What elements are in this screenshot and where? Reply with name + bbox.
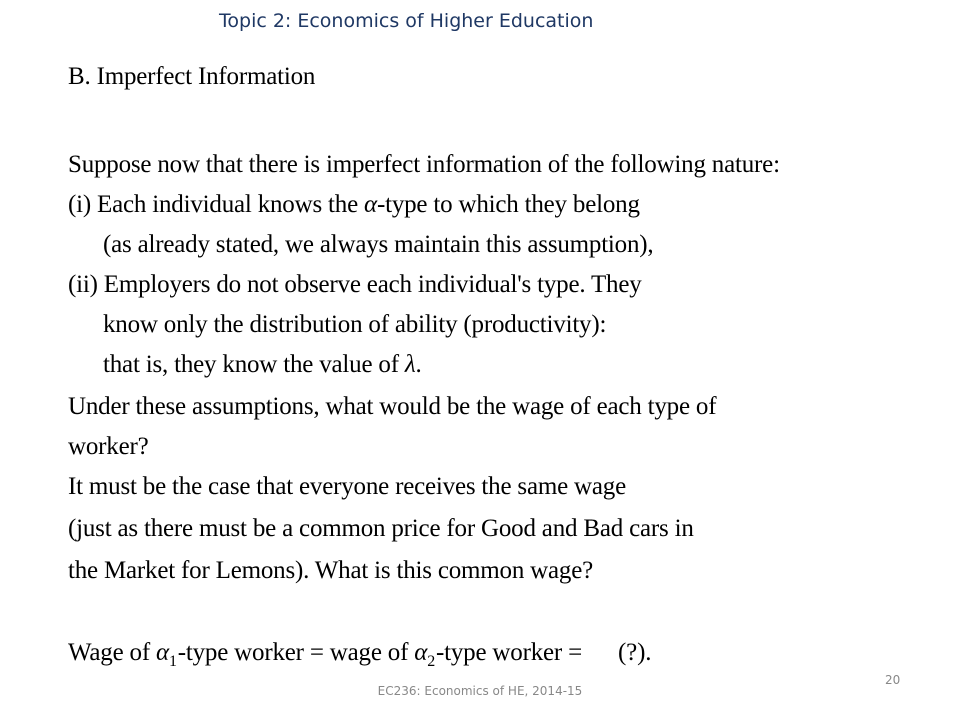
wage-equation — [68, 638, 651, 671]
item-2-line-2: know only the distribution of ability (productivity): — [103, 311, 607, 338]
page-number: 20 — [885, 673, 901, 687]
answer-line-2: (just as there must be a common price for Good and Bad cars in — [68, 515, 694, 542]
question-line-2: worker? — [68, 433, 149, 460]
item-2-line-1: (ii) Employers do not observe each individual's type. They — [68, 271, 642, 298]
item-1-note: (as already stated, we always maintain this assumption), — [103, 231, 654, 258]
item-1-suffix: -type to which they belong — [376, 191, 640, 218]
item-1 — [68, 190, 640, 220]
wage-prefix: Wage of — [68, 639, 157, 666]
answer-line-3: the Market for Lemons). What is this common wage? — [68, 557, 594, 584]
alpha-1-symbol: α — [156, 639, 169, 666]
subscript-2: 2 — [427, 653, 436, 670]
answer-line-1: It must be the case that everyone receives the same wage — [68, 473, 626, 500]
intro-text: Suppose now that there is imperfect information of the following nature: — [68, 151, 780, 178]
section-heading: B. Imperfect Information — [68, 63, 316, 90]
slide-title: Topic 2: Economics of Higher Education — [219, 10, 594, 32]
alpha-symbol: α — [364, 191, 377, 218]
footer-course: EC236: Economics of HE, 2014-15 — [377, 684, 583, 698]
question-line-1: Under these assumptions, what would be the wage of each type of — [68, 393, 717, 420]
subscript-1: 1 — [168, 653, 177, 670]
item-2-line-3-prefix: that is, they know the value of — [103, 351, 405, 378]
alpha-2-symbol: α — [414, 639, 428, 666]
item-2-line-3-suffix: . — [415, 351, 422, 378]
item-1-prefix: (i) Each individual knows the — [68, 191, 365, 218]
lambda-symbol: λ — [404, 351, 416, 378]
item-2-line-3 — [103, 350, 422, 380]
wage-mid: -type worker = wage of — [177, 639, 415, 666]
wage-answer: (?). — [618, 639, 652, 666]
wage-suffix: -type worker = — [436, 639, 589, 666]
